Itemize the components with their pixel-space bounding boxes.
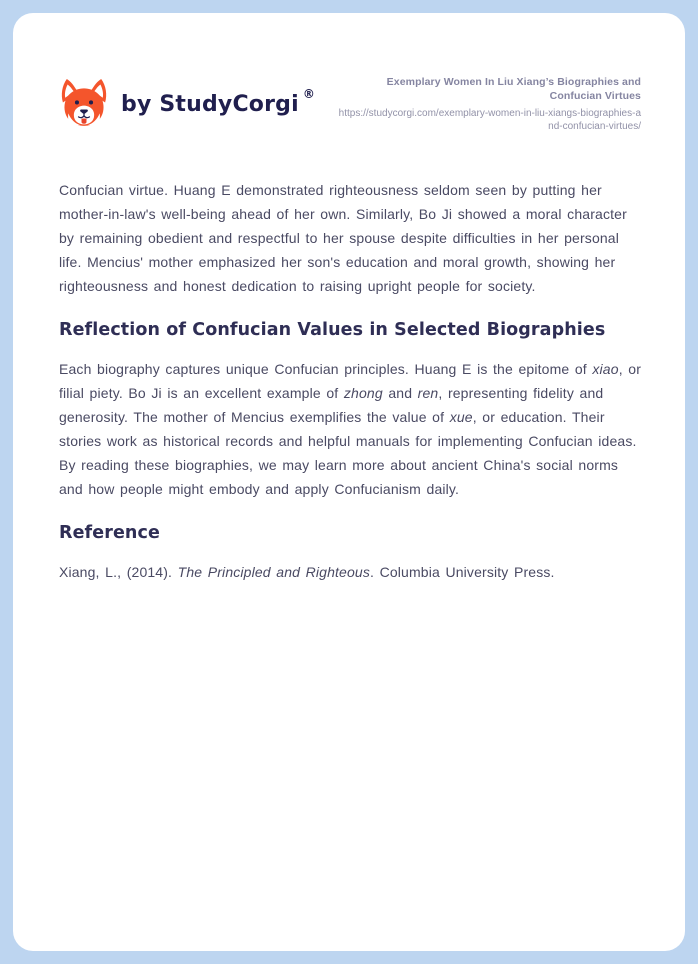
reference-citation: Xiang, L., (2014). The Principled and Righteous. Columbia University Press. (59, 564, 555, 580)
document-url-link[interactable]: https://studycorgi.com/exemplary-women-in-liu-xiangs-biographies-and-confucian-virtues/ (338, 108, 641, 132)
brand (59, 77, 315, 131)
paragraph-reflection: Each biography captures unique Confucian principles. Huang E is the epitome of xiao, or filial piety. Bo Ji is an excellent example of zhong and ren, representing fidelity and generosity. The mother of Mencius exemplifies the value of xue, or education. Their stories work as historical records and helpful manuals for implementing Confucian ideas. By reading these biographies, we may learn more about ancient China's social norms and how people might embody and apply Confucianism daily. (59, 361, 642, 497)
registered-mark-icon: ® (302, 87, 315, 101)
document-card (13, 13, 685, 951)
heading-reflection: Reflection of Confucian Values in Selected Biographies (59, 320, 606, 340)
document-content (59, 178, 641, 584)
brand-name: by StudyCorgi (121, 91, 299, 117)
header (59, 75, 641, 133)
paragraph-confucian-virtue: Confucian virtue. Huang E demonstrated righteousness seldom seen by putting her mother-in-law's well-being ahead of her own. Similarly, Bo Ji showed a moral character by remaining obedient and respectful to her spouse despite difficulties in her personal life. Mencius' mother emphasized her son's education and moral growth, showing her righteousness and honest dedication to raising upright people for society. (59, 182, 627, 294)
heading-reference: Reference (59, 523, 160, 543)
document-meta (336, 75, 641, 133)
document-title: Exemplary Women In Liu Xiang’s Biographies and Confucian Virtues (386, 76, 641, 102)
corgi-logo-icon (59, 77, 109, 131)
